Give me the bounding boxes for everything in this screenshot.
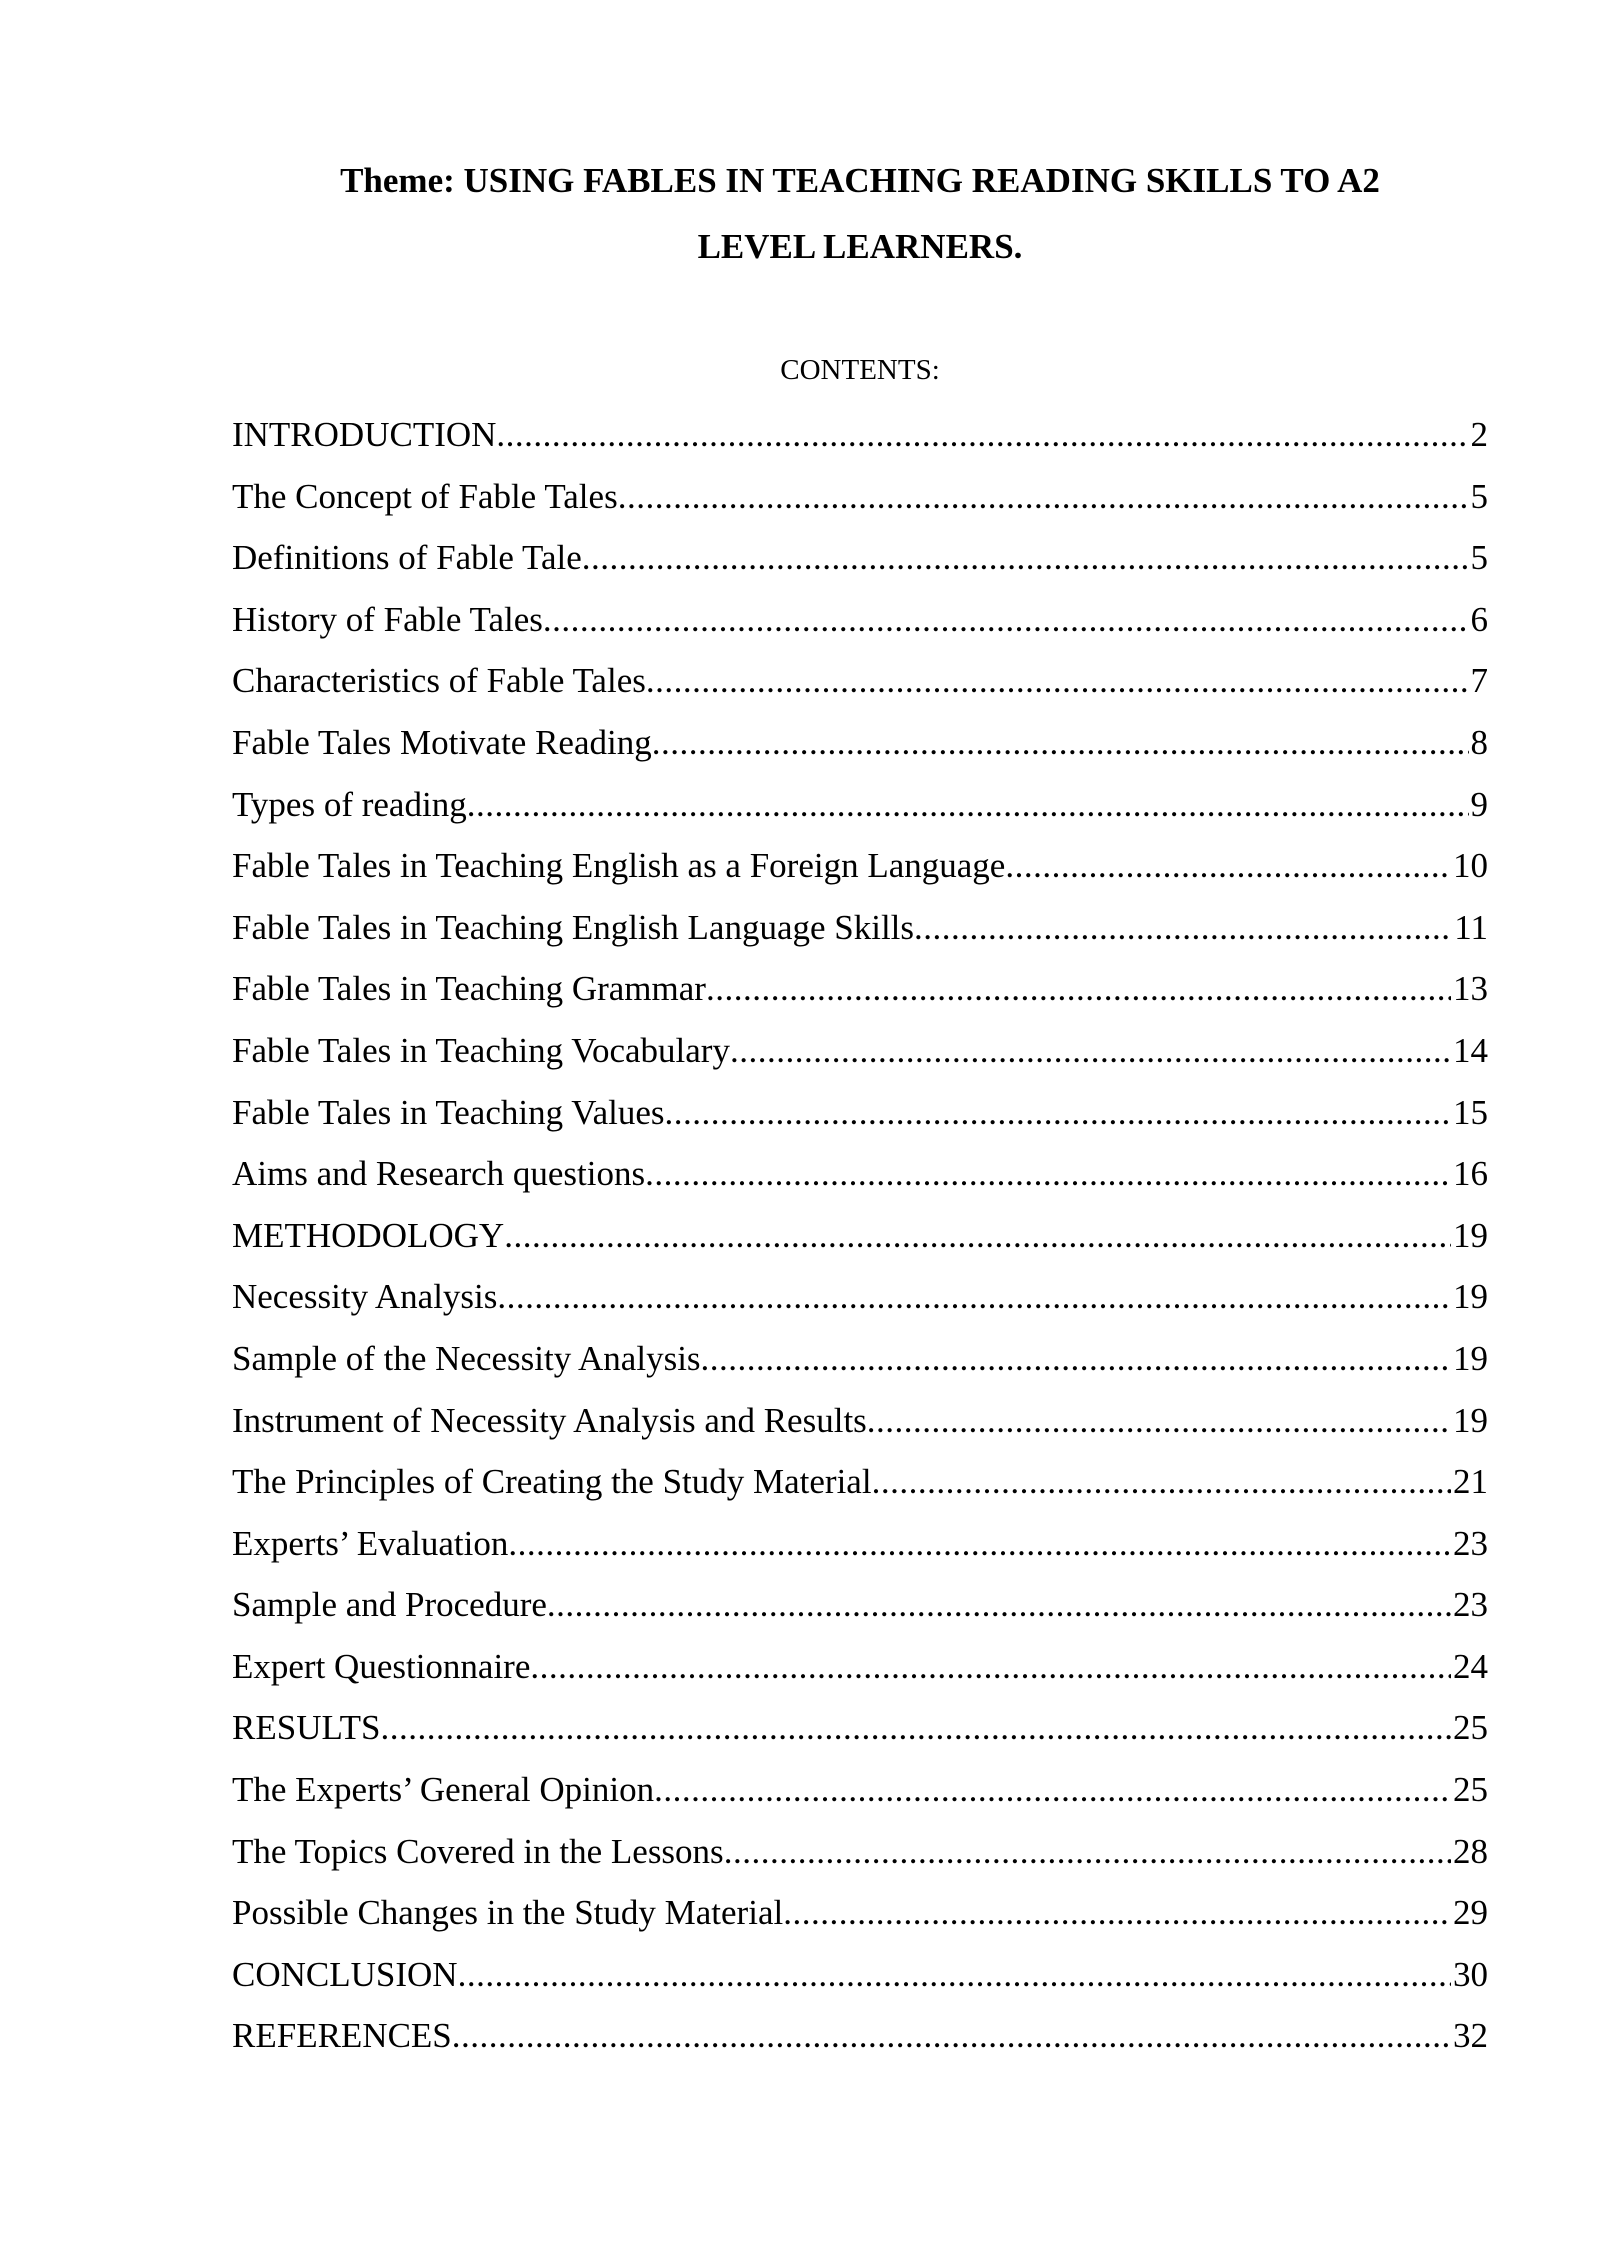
toc-entry[interactable]: [232, 1390, 1488, 1452]
toc-entry[interactable]: [232, 1451, 1488, 1513]
toc-entry-page-number: 25: [1453, 1708, 1488, 1748]
toc-dot-leader: [724, 1821, 1451, 1883]
toc-entry-page-number: 14: [1453, 1030, 1488, 1070]
toc-dot-leader: [582, 527, 1469, 589]
toc-entry-label: Instrument of Necessity Analysis and Results: [232, 1400, 867, 1440]
toc-entry-page-number: 19: [1453, 1338, 1488, 1378]
toc-dot-leader: [701, 1328, 1451, 1390]
toc-dot-leader: [1005, 835, 1451, 897]
toc-dot-leader: [783, 1882, 1451, 1944]
toc-entry-label: Aims and Research questions: [232, 1154, 646, 1194]
document-title: [250, 148, 1470, 280]
toc-dot-leader: [496, 404, 1468, 466]
toc-dot-leader: [543, 589, 1469, 651]
toc-entry-page-number: 19: [1453, 1277, 1488, 1317]
toc-dot-leader: [452, 2005, 1451, 2067]
toc-entry-label: Possible Changes in the Study Material: [232, 1893, 784, 1933]
toc-entry-label: Fable Tales in Teaching Values: [232, 1092, 665, 1132]
toc-entry[interactable]: [232, 650, 1488, 712]
toc-entry[interactable]: [232, 1020, 1488, 1082]
toc-entry[interactable]: [232, 774, 1488, 836]
toc-entry[interactable]: [232, 1882, 1488, 1944]
toc-entry-label: RESULTS: [232, 1708, 381, 1748]
toc-entry-label: Fable Tales in Teaching English as a Foreign Language: [232, 846, 1006, 886]
toc-entry-label: Fable Tales in Teaching Grammar: [232, 969, 706, 1009]
toc-entry[interactable]: [232, 1697, 1488, 1759]
toc-entry-label: Sample and Procedure: [232, 1585, 547, 1625]
toc-dot-leader: [645, 1143, 1451, 1205]
toc-entry-page-number: 21: [1453, 1462, 1488, 1502]
toc-entry-label: Expert Questionnaire: [232, 1646, 531, 1686]
toc-dot-leader: [706, 958, 1451, 1020]
toc-entry-page-number: 6: [1470, 599, 1488, 639]
toc-entry-page-number: 25: [1453, 1770, 1488, 1810]
toc-entry-label: REFERENCES: [232, 2016, 452, 2056]
toc-entry-label: INTRODUCTION: [232, 415, 497, 454]
toc-entry-label: Fable Tales Motivate Reading: [232, 722, 652, 762]
toc-entry[interactable]: [232, 835, 1488, 897]
toc-entry-page-number: 13: [1453, 969, 1488, 1009]
toc-entry-label: CONCLUSION: [232, 1954, 458, 1994]
title-line-1: Theme: USING FABLES IN TEACHING READING SKILLS TO A2: [340, 161, 1380, 200]
toc-dot-leader: [646, 650, 1469, 712]
toc-entry-label: Fable Tales in Teaching English Language Skills: [232, 907, 915, 947]
toc-entry-label: Experts’ Evaluation: [232, 1523, 509, 1563]
toc-entry[interactable]: [232, 712, 1488, 774]
toc-dot-leader: [914, 897, 1452, 959]
toc-entry[interactable]: [232, 1205, 1488, 1267]
toc-entry[interactable]: [232, 1821, 1488, 1883]
toc-entry[interactable]: [232, 1082, 1488, 1144]
title-line-2: LEVEL LEARNERS.: [697, 227, 1023, 266]
toc-entry[interactable]: [232, 466, 1488, 528]
toc-dot-leader: [618, 466, 1469, 528]
toc-dot-leader: [547, 1574, 1451, 1636]
toc-entry[interactable]: [232, 1574, 1488, 1636]
table-of-contents: [232, 404, 1488, 2067]
toc-dot-leader: [467, 774, 1469, 836]
toc-entry-label: The Topics Covered in the Lessons: [232, 1831, 724, 1871]
toc-entry-page-number: 23: [1453, 1585, 1488, 1625]
toc-entry-page-number: 19: [1453, 1215, 1488, 1255]
contents-heading: CONTENTS:: [780, 354, 940, 386]
toc-dot-leader: [867, 1390, 1451, 1452]
toc-entry-page-number: 9: [1470, 784, 1488, 824]
toc-entry-page-number: 19: [1453, 1400, 1488, 1440]
toc-entry-label: METHODOLOGY: [232, 1215, 505, 1255]
toc-dot-leader: [504, 1205, 1451, 1267]
toc-entry[interactable]: [232, 527, 1488, 589]
toc-dot-leader: [665, 1082, 1451, 1144]
toc-entry-page-number: 7: [1470, 661, 1488, 701]
toc-dot-leader: [530, 1636, 1451, 1698]
toc-entry-page-number: 2: [1470, 415, 1488, 454]
toc-entry-page-number: 32: [1453, 2016, 1488, 2056]
toc-entry[interactable]: [232, 1513, 1488, 1575]
toc-entry[interactable]: [232, 897, 1488, 959]
toc-entry[interactable]: [232, 1944, 1488, 2006]
toc-entry-page-number: 24: [1453, 1646, 1488, 1686]
toc-entry-page-number: 5: [1470, 476, 1488, 516]
toc-entry-page-number: 30: [1453, 1954, 1488, 1994]
toc-dot-leader: [380, 1697, 1451, 1759]
toc-entry-label: Sample of the Necessity Analysis: [232, 1338, 701, 1378]
toc-entry[interactable]: [232, 1328, 1488, 1390]
toc-dot-leader: [872, 1451, 1451, 1513]
toc-entry[interactable]: [232, 589, 1488, 651]
toc-entry-page-number: 15: [1453, 1092, 1488, 1132]
toc-dot-leader: [458, 1944, 1451, 2006]
toc-entry[interactable]: [232, 2005, 1488, 2067]
toc-entry-label: Definitions of Fable Tale: [232, 538, 582, 578]
toc-entry[interactable]: [232, 1636, 1488, 1698]
toc-entry-label: History of Fable Tales: [232, 599, 543, 639]
toc-entry-label: Necessity Analysis: [232, 1277, 498, 1317]
toc-entry[interactable]: [232, 958, 1488, 1020]
toc-entry[interactable]: [232, 1266, 1488, 1328]
toc-entry[interactable]: [232, 404, 1488, 466]
toc-entry-label: Fable Tales in Teaching Vocabulary: [232, 1030, 730, 1070]
toc-entry-page-number: 8: [1470, 722, 1488, 762]
toc-dot-leader: [508, 1513, 1451, 1575]
toc-entry[interactable]: [232, 1143, 1488, 1205]
toc-entry-label: Characteristics of Fable Tales: [232, 661, 646, 701]
toc-dot-leader: [497, 1266, 1451, 1328]
toc-dot-leader: [652, 712, 1469, 774]
toc-entry-label: The Principles of Creating the Study Material: [232, 1462, 872, 1502]
toc-dot-leader: [654, 1759, 1451, 1821]
toc-entry-label: The Concept of Fable Tales: [232, 476, 618, 516]
toc-entry[interactable]: [232, 1759, 1488, 1821]
toc-entry-page-number: 16: [1453, 1154, 1488, 1194]
toc-entry-page-number: 23: [1453, 1523, 1488, 1563]
toc-entry-page-number: 28: [1453, 1831, 1488, 1871]
toc-entry-label: Types of reading: [232, 784, 467, 824]
toc-entry-page-number: 10: [1453, 846, 1488, 886]
toc-entry-page-number: 29: [1453, 1893, 1488, 1933]
toc-entry-page-number: 11: [1454, 907, 1488, 947]
toc-entry-page-number: 5: [1470, 538, 1488, 578]
toc-entry-label: The Experts’ General Opinion: [232, 1770, 655, 1810]
toc-dot-leader: [730, 1020, 1451, 1082]
